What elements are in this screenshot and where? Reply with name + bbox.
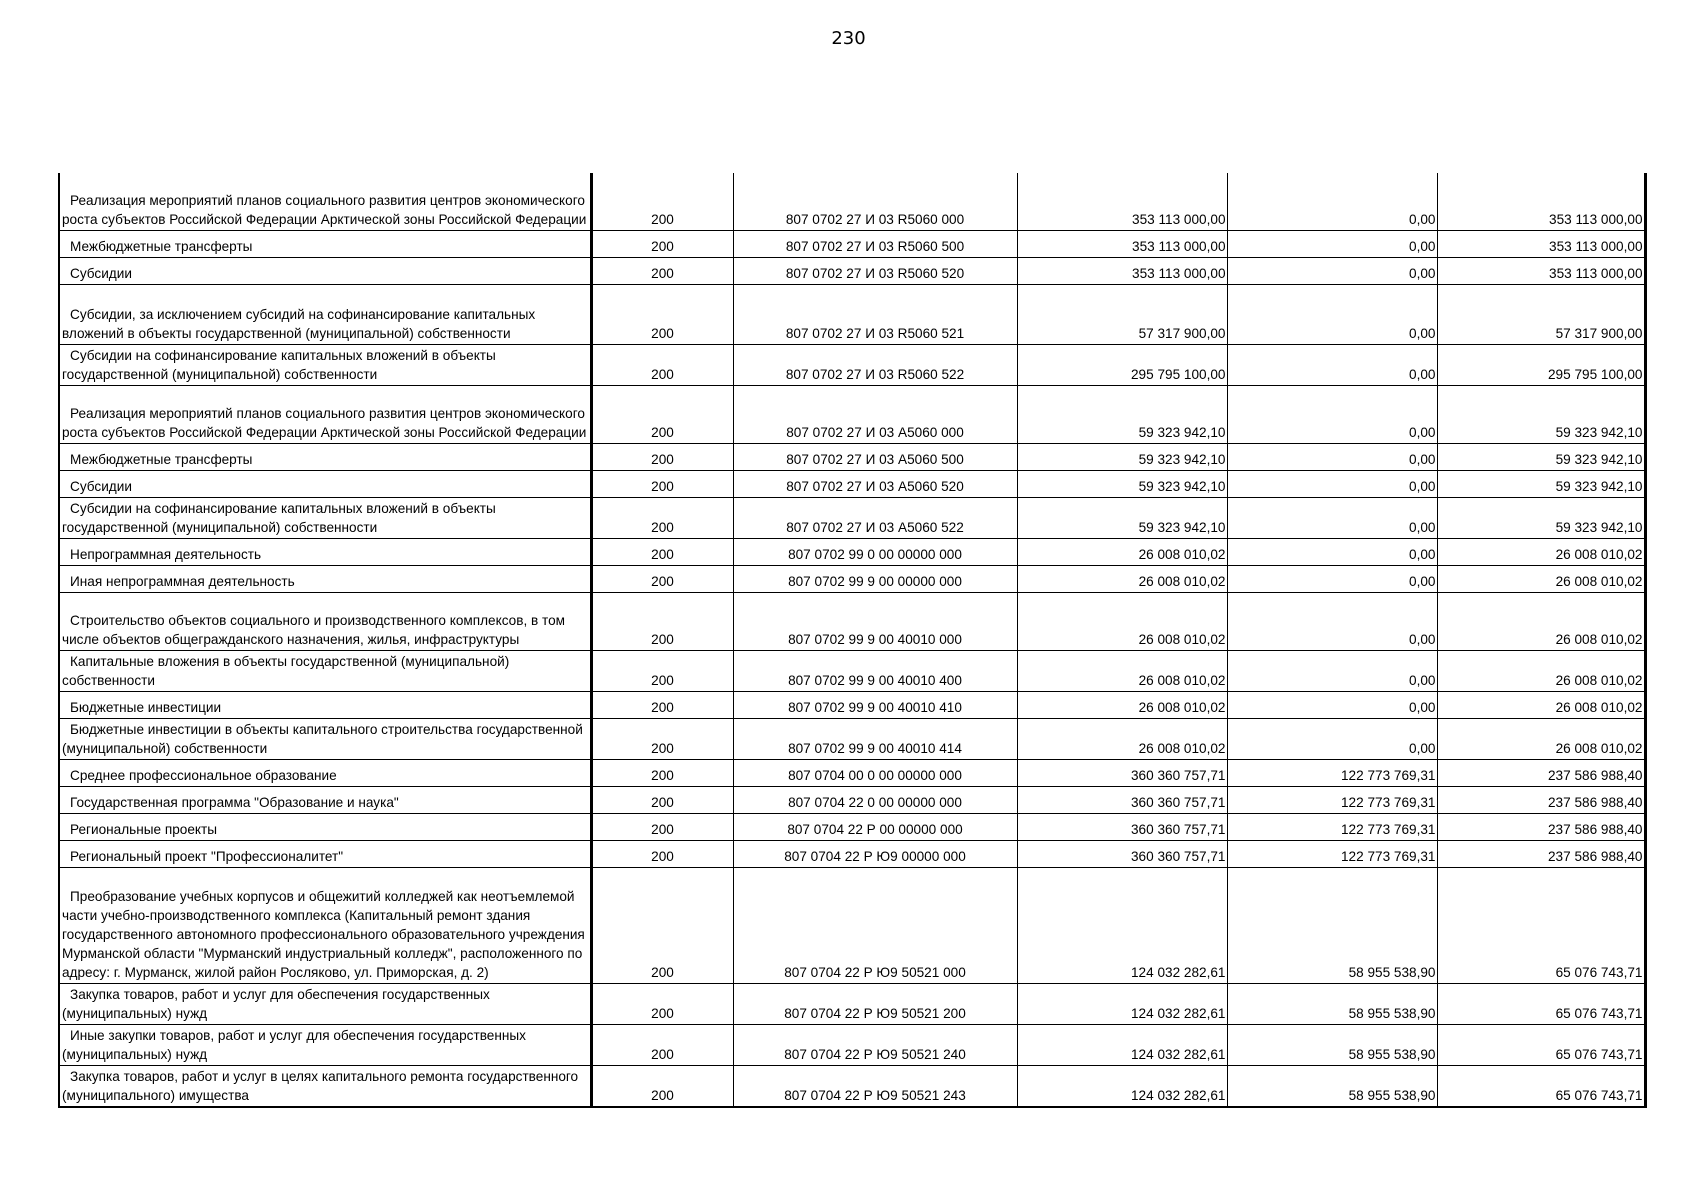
row-value-2-cell: 58 955 538,90 — [1227, 984, 1437, 1025]
row-code-cell: 200 — [591, 345, 733, 386]
row-kbk-cell: 807 0704 22 Р Ю9 50521 000 — [733, 868, 1017, 984]
row-name-cell — [59, 593, 591, 651]
budget-table-body — [59, 173, 1645, 1107]
row-kbk-cell: 807 0704 00 0 00 00000 000 — [733, 760, 1017, 787]
row-value-2-cell: 122 773 769,31 — [1227, 787, 1437, 814]
row-value-3-cell: 295 795 100,00 — [1437, 345, 1645, 386]
row-kbk-cell: 807 0702 27 И 03 А5060 000 — [733, 386, 1017, 444]
row-name-cell — [59, 651, 591, 692]
row-value-2-cell: 0,00 — [1227, 285, 1437, 345]
row-value-1-cell: 59 323 942,10 — [1017, 444, 1227, 471]
row-kbk-cell: 807 0702 27 И 03 А5060 522 — [733, 498, 1017, 539]
row-kbk-cell: 807 0702 27 И 03 R5060 500 — [733, 231, 1017, 258]
row-kbk-cell: 807 0704 22 Р Ю9 50521 240 — [733, 1025, 1017, 1066]
table-row — [59, 787, 1645, 814]
row-name-cell — [59, 1066, 591, 1108]
table-row — [59, 173, 1645, 231]
row-name-first-line: Субсидии, за исключением субсидий на софинансирование капитальных — [70, 307, 536, 322]
row-name-rest: государственной (муниципальной) собственности — [62, 367, 378, 382]
row-code-cell: 200 — [591, 444, 733, 471]
table-row — [59, 868, 1645, 984]
row-code-cell: 200 — [591, 231, 733, 258]
row-kbk-cell: 807 0704 22 Р Ю9 50521 243 — [733, 1066, 1017, 1108]
table-row — [59, 1025, 1645, 1066]
row-kbk-cell: 807 0702 27 И 03 R5060 520 — [733, 258, 1017, 285]
row-kbk-cell: 807 0704 22 Р Ю9 50521 200 — [733, 984, 1017, 1025]
row-name-first-line: Субсидии — [70, 479, 132, 494]
row-kbk-cell: 807 0702 99 0 00 00000 000 — [733, 539, 1017, 566]
row-value-1-cell: 26 008 010,02 — [1017, 539, 1227, 566]
row-name-first-line: Строительство объектов социального и производственного комплексов, в — [70, 613, 539, 628]
row-value-2-cell: 122 773 769,31 — [1227, 814, 1437, 841]
row-name-cell — [59, 868, 591, 984]
row-name-first-line: Иная непрограммная деятельность — [70, 574, 295, 589]
row-value-3-cell: 59 323 942,10 — [1437, 444, 1645, 471]
row-name-first-line: Бюджетные инвестиции — [70, 700, 222, 715]
row-kbk-cell: 807 0702 27 И 03 R5060 000 — [733, 173, 1017, 231]
row-name-cell — [59, 471, 591, 498]
row-name-first-line: Реализация мероприятий планов социального развития центров — [70, 193, 482, 208]
row-value-3-cell: 65 076 743,71 — [1437, 984, 1645, 1025]
row-value-3-cell: 26 008 010,02 — [1437, 593, 1645, 651]
row-value-1-cell: 124 032 282,61 — [1017, 868, 1227, 984]
row-name-cell — [59, 258, 591, 285]
row-value-1-cell: 26 008 010,02 — [1017, 566, 1227, 593]
row-value-2-cell: 58 955 538,90 — [1227, 868, 1437, 984]
table-row — [59, 258, 1645, 285]
row-code-cell: 200 — [591, 566, 733, 593]
table-row — [59, 498, 1645, 539]
row-name-first-line: Закупка товаров, работ и услуг в целях капитального ремонта — [70, 1069, 464, 1084]
row-name-rest: экономического роста субъектов Российской Федерации Арктической зоны Российской Федерации — [62, 193, 587, 227]
row-value-3-cell: 353 113 000,00 — [1437, 173, 1645, 231]
row-value-2-cell: 0,00 — [1227, 345, 1437, 386]
table-row — [59, 593, 1645, 651]
row-value-1-cell: 124 032 282,61 — [1017, 984, 1227, 1025]
table-row — [59, 539, 1645, 566]
row-value-1-cell: 26 008 010,02 — [1017, 593, 1227, 651]
row-value-3-cell: 237 586 988,40 — [1437, 787, 1645, 814]
row-name-first-line: Реализация мероприятий планов социального развития центров — [70, 406, 482, 421]
row-kbk-cell: 807 0702 27 И 03 R5060 522 — [733, 345, 1017, 386]
table-row — [59, 444, 1645, 471]
row-value-1-cell: 26 008 010,02 — [1017, 719, 1227, 760]
row-name-cell — [59, 984, 591, 1025]
row-code-cell: 200 — [591, 258, 733, 285]
row-name-first-line: Региональные проекты — [70, 822, 217, 837]
row-kbk-cell: 807 0702 99 9 00 40010 400 — [733, 651, 1017, 692]
table-row — [59, 231, 1645, 258]
row-value-1-cell: 124 032 282,61 — [1017, 1066, 1227, 1108]
row-name-first-line: Бюджетные инвестиции в объекты капитального строительства — [70, 722, 473, 737]
row-value-3-cell: 26 008 010,02 — [1437, 719, 1645, 760]
row-kbk-cell: 807 0702 99 9 00 40010 000 — [733, 593, 1017, 651]
row-name-first-line: Закупка товаров, работ и услуг для обеспечения государственных — [70, 987, 490, 1002]
row-value-3-cell: 65 076 743,71 — [1437, 868, 1645, 984]
row-name-cell — [59, 1025, 591, 1066]
row-value-3-cell: 59 323 942,10 — [1437, 386, 1645, 444]
row-value-2-cell: 0,00 — [1227, 539, 1437, 566]
row-value-3-cell: 57 317 900,00 — [1437, 285, 1645, 345]
table-row — [59, 719, 1645, 760]
row-name-cell — [59, 386, 591, 444]
row-name-first-line: Иные закупки товаров, работ и услуг для обеспечения государственных — [70, 1028, 526, 1043]
row-name-rest: (муниципальных) нужд — [62, 1006, 208, 1021]
row-value-1-cell: 295 795 100,00 — [1017, 345, 1227, 386]
table-row — [59, 760, 1645, 787]
row-kbk-cell: 807 0704 22 Р 00 00000 000 — [733, 814, 1017, 841]
row-value-2-cell: 58 955 538,90 — [1227, 1025, 1437, 1066]
table-row — [59, 984, 1645, 1025]
row-kbk-cell: 807 0702 27 И 03 R5060 521 — [733, 285, 1017, 345]
row-name-rest: вложений в объекты государственной (муниципальной) собственности — [62, 326, 511, 341]
row-name-first-line: Субсидии на софинансирование капитальных вложений в объекты — [70, 348, 496, 363]
table-row — [59, 285, 1645, 345]
row-value-3-cell: 65 076 743,71 — [1437, 1025, 1645, 1066]
row-value-2-cell: 0,00 — [1227, 719, 1437, 760]
row-name-cell — [59, 760, 591, 787]
row-code-cell: 200 — [591, 285, 733, 345]
row-name-cell — [59, 231, 591, 258]
row-value-3-cell: 237 586 988,40 — [1437, 841, 1645, 868]
row-value-3-cell: 353 113 000,00 — [1437, 258, 1645, 285]
row-name-rest: государственного (муниципального) имущества — [62, 1069, 579, 1103]
row-name-first-line: Межбюджетные трансферты — [70, 452, 253, 467]
row-code-cell: 200 — [591, 692, 733, 719]
row-name-cell — [59, 814, 591, 841]
row-value-1-cell: 57 317 900,00 — [1017, 285, 1227, 345]
row-name-cell — [59, 841, 591, 868]
row-value-1-cell: 353 113 000,00 — [1017, 231, 1227, 258]
row-name-cell — [59, 173, 591, 231]
table-row — [59, 1066, 1645, 1108]
row-code-cell: 200 — [591, 984, 733, 1025]
row-name-first-line: Преобразование учебных корпусов и общежитий колледжей как — [70, 889, 477, 904]
row-value-3-cell: 26 008 010,02 — [1437, 692, 1645, 719]
row-name-first-line: Капитальные вложения в объекты государственной (муниципальной) — [70, 654, 510, 669]
row-code-cell: 200 — [591, 841, 733, 868]
row-code-cell: 200 — [591, 1025, 733, 1066]
row-value-1-cell: 353 113 000,00 — [1017, 173, 1227, 231]
row-name-cell — [59, 444, 591, 471]
row-value-2-cell: 0,00 — [1227, 651, 1437, 692]
row-value-2-cell: 0,00 — [1227, 386, 1437, 444]
row-code-cell: 200 — [591, 471, 733, 498]
row-name-rest: экономического роста субъектов Российской Федерации Арктической зоны Российской Федерации — [62, 406, 587, 440]
row-name-rest: неотъемлемой части учебно-производственного комплекса (Капитальный ремонт здания государственного автономного профессионального образовательного учреждения Мурманской области "Мурманский индустриальный колледж", расположенного по адресу: г. Мурманск, жилой район Росляково, ул. Приморская, д. 2) — [62, 889, 585, 980]
row-value-3-cell: 65 076 743,71 — [1437, 1066, 1645, 1108]
row-value-2-cell: 0,00 — [1227, 231, 1437, 258]
row-name-first-line: Субсидии — [70, 266, 132, 281]
row-value-2-cell: 0,00 — [1227, 258, 1437, 285]
row-kbk-cell: 807 0702 99 9 00 00000 000 — [733, 566, 1017, 593]
row-value-3-cell: 59 323 942,10 — [1437, 498, 1645, 539]
row-value-2-cell: 58 955 538,90 — [1227, 1066, 1437, 1108]
row-code-cell: 200 — [591, 173, 733, 231]
row-value-2-cell: 0,00 — [1227, 593, 1437, 651]
row-value-3-cell: 237 586 988,40 — [1437, 760, 1645, 787]
row-value-3-cell: 26 008 010,02 — [1437, 539, 1645, 566]
row-value-1-cell: 353 113 000,00 — [1017, 258, 1227, 285]
row-value-2-cell: 122 773 769,31 — [1227, 841, 1437, 868]
row-value-2-cell: 0,00 — [1227, 498, 1437, 539]
row-value-2-cell: 122 773 769,31 — [1227, 760, 1437, 787]
row-value-3-cell: 26 008 010,02 — [1437, 566, 1645, 593]
row-code-cell: 200 — [591, 386, 733, 444]
row-value-1-cell: 124 032 282,61 — [1017, 1025, 1227, 1066]
row-value-1-cell: 360 360 757,71 — [1017, 814, 1227, 841]
row-name-cell — [59, 692, 591, 719]
row-value-1-cell: 360 360 757,71 — [1017, 787, 1227, 814]
row-value-3-cell: 237 586 988,40 — [1437, 814, 1645, 841]
row-name-cell — [59, 498, 591, 539]
row-value-2-cell: 0,00 — [1227, 692, 1437, 719]
row-name-rest: (муниципальных) нужд — [62, 1047, 208, 1062]
row-value-3-cell: 59 323 942,10 — [1437, 471, 1645, 498]
row-value-2-cell: 0,00 — [1227, 566, 1437, 593]
row-value-2-cell: 0,00 — [1227, 444, 1437, 471]
table-row — [59, 386, 1645, 444]
row-kbk-cell: 807 0704 22 Р Ю9 00000 000 — [733, 841, 1017, 868]
row-value-1-cell: 59 323 942,10 — [1017, 386, 1227, 444]
table-row — [59, 345, 1645, 386]
row-code-cell: 200 — [591, 1066, 733, 1108]
row-name-cell — [59, 345, 591, 386]
row-code-cell: 200 — [591, 593, 733, 651]
row-value-2-cell: 0,00 — [1227, 471, 1437, 498]
table-row — [59, 566, 1645, 593]
row-name-rest: собственности — [62, 673, 155, 688]
row-name-cell — [59, 566, 591, 593]
table-row — [59, 651, 1645, 692]
row-name-first-line: Государственная программа "Образование и наука" — [70, 795, 399, 810]
row-kbk-cell: 807 0702 99 9 00 40010 410 — [733, 692, 1017, 719]
row-value-1-cell: 360 360 757,71 — [1017, 760, 1227, 787]
row-name-rest: государственной (муниципальной) собственности — [62, 520, 378, 535]
row-name-first-line: Непрограммная деятельность — [70, 547, 262, 562]
row-code-cell: 200 — [591, 760, 733, 787]
row-value-1-cell: 59 323 942,10 — [1017, 471, 1227, 498]
row-code-cell: 200 — [591, 814, 733, 841]
row-code-cell: 200 — [591, 651, 733, 692]
row-name-cell — [59, 539, 591, 566]
row-name-cell — [59, 285, 591, 345]
row-value-3-cell: 26 008 010,02 — [1437, 651, 1645, 692]
row-code-cell: 200 — [591, 719, 733, 760]
row-code-cell: 200 — [591, 498, 733, 539]
row-name-first-line: Субсидии на софинансирование капитальных вложений в объекты — [70, 501, 496, 516]
row-value-1-cell: 59 323 942,10 — [1017, 498, 1227, 539]
row-kbk-cell: 807 0704 22 0 00 00000 000 — [733, 787, 1017, 814]
row-value-1-cell: 26 008 010,02 — [1017, 651, 1227, 692]
row-name-first-line: Региональный проект "Профессионалитет" — [70, 849, 344, 864]
row-name-cell — [59, 787, 591, 814]
row-name-rest: государственной (муниципальной) собственности — [62, 722, 583, 756]
row-value-3-cell: 353 113 000,00 — [1437, 231, 1645, 258]
row-name-cell — [59, 719, 591, 760]
row-name-first-line: Межбюджетные трансферты — [70, 239, 253, 254]
row-value-1-cell: 26 008 010,02 — [1017, 692, 1227, 719]
row-value-2-cell: 0,00 — [1227, 173, 1437, 231]
table-row — [59, 814, 1645, 841]
budget-table — [58, 173, 1647, 1108]
row-name-rest: том числе объектов общегражданского назначения, жилья, инфраструктуры — [62, 613, 565, 647]
row-code-cell: 200 — [591, 868, 733, 984]
table-row — [59, 841, 1645, 868]
row-value-1-cell: 360 360 757,71 — [1017, 841, 1227, 868]
table-row — [59, 471, 1645, 498]
row-kbk-cell: 807 0702 99 9 00 40010 414 — [733, 719, 1017, 760]
row-code-cell: 200 — [591, 787, 733, 814]
row-kbk-cell: 807 0702 27 И 03 А5060 500 — [733, 444, 1017, 471]
row-kbk-cell: 807 0702 27 И 03 А5060 520 — [733, 471, 1017, 498]
page-number: 230 — [831, 28, 866, 49]
row-name-first-line: Среднее профессиональное образование — [70, 768, 337, 783]
table-row — [59, 692, 1645, 719]
row-code-cell: 200 — [591, 539, 733, 566]
